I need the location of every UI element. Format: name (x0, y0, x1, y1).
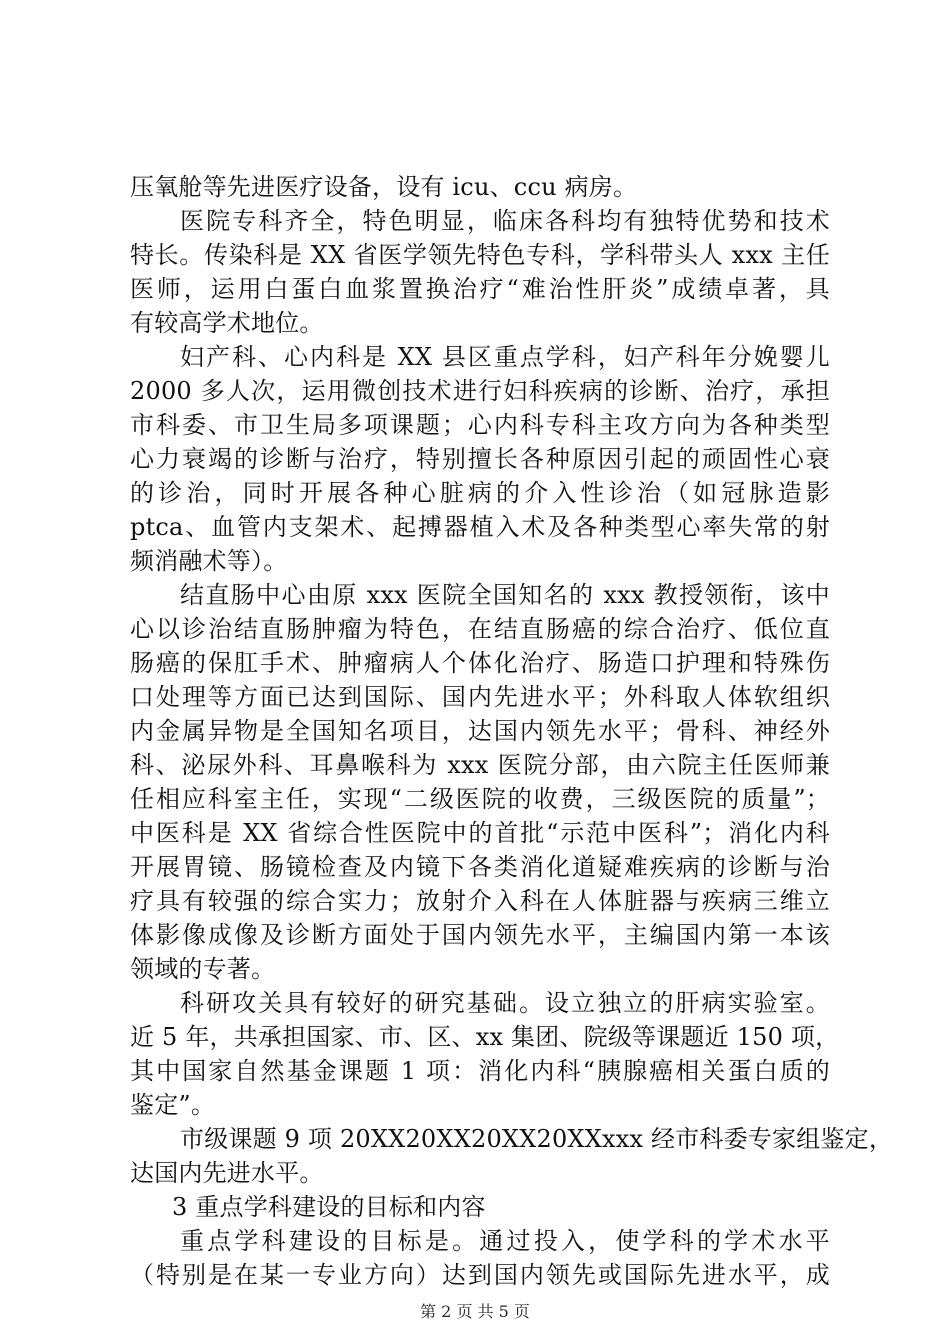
text-line: 医院专科齐全，特色明显，临床各科均有独特优势和技术 (180, 207, 830, 235)
text-line: 医师，运用白蛋白血浆置换治疗“难治性肝炎”成绩卓著，具 (130, 275, 830, 303)
text-line: 中医科是 XX 省综合性医院中的首批“示范中医科”；消化内科 (130, 819, 830, 847)
text-line: 市科委、市卫生局多项课题；心内科专科主攻方向为各种类型 (130, 411, 830, 439)
text-line: 2000 多人次，运用微创技术进行妇科疾病的诊断、治疗，承担 (130, 377, 830, 405)
text-line: 科、泌尿外科、耳鼻喉科为 xxx 医院分部，由六院主任医师兼 (130, 751, 830, 779)
text-line: 妇产科、心内科是 XX 县区重点学科，妇产科年分娩婴儿 (180, 343, 830, 371)
text-line: 体影像成像及诊断方面处于国内领先水平，主编国内第一本该 (130, 921, 830, 949)
text-line: 其中国家自然基金课题 1 项：消化内科“胰腺癌相关蛋白质的 (130, 1057, 830, 1085)
text-line: 结直肠中心由原 xxx 医院全国知名的 xxx 教授领衔，该中 (180, 581, 830, 609)
text-line: 口处理等方面已达到国际、国内先进水平；外科取人体软组织 (130, 683, 830, 711)
text-line: 达国内先进水平。 (130, 1159, 324, 1187)
text-line: 心力衰竭的诊断与治疗，特别擅长各种原因引起的顽固性心衰 (130, 445, 830, 473)
text-line: 鉴定”。 (130, 1091, 216, 1119)
text-line: 科研攻关具有较好的研究基础。设立独立的肝病实验室。 (180, 989, 830, 1017)
text-line: 压氧舱等先进医疗设备，设有 icu、ccu 病房。 (130, 173, 638, 201)
page-footer: 第 2 页 共 5 页 (420, 1302, 530, 1321)
text-line: 任相应科室主任，实现“二级医院的收费，三级医院的质量”； (130, 785, 830, 813)
text-line: 频消融术等）。 (130, 547, 288, 575)
section-heading: 3 重点学科建设的目标和内容 (172, 1193, 486, 1221)
text-line: 疗具有较强的综合实力；放射介入科在人体脏器与疾病三维立 (130, 887, 830, 915)
text-line: ptca、血管内支架术、起搏器植入术及各种类型心率失常的射 (130, 513, 830, 541)
text-line: （特别是在某一专业方向）达到国内领先或国际先进水平，成 (130, 1261, 830, 1289)
text-line: 心以诊治结直肠肿瘤为特色，在结直肠癌的综合治疗、低位直 (130, 615, 830, 643)
text-line: 有较高学术地位。 (130, 309, 324, 337)
text-line: 肠癌的保肛手术、肿瘤病人个体化治疗、肠造口护理和特殊伤 (130, 649, 830, 677)
text-line: 市级课题 9 项 20XX20XX20XX20XXxxx 经市科委专家组鉴定， (180, 1125, 894, 1153)
text-line: 开展胃镜、肠镜检查及内镜下各类消化道疑难疾病的诊断与治 (130, 853, 830, 881)
text-line: 特长。传染科是 XX 省医学领先特色专科，学科带头人 xxx 主任 (130, 241, 830, 269)
text-line: 内金属异物是全国知名项目，达国内领先水平；骨科、神经外 (130, 717, 830, 745)
text-line: 近 5 年，共承担国家、市、区、xx 集团、院级等课题近 150 项， (130, 1023, 840, 1051)
text-line: 重点学科建设的目标是。通过投入，使学科的学术水平 (180, 1227, 830, 1255)
text-line: 领域的专著。 (130, 955, 276, 983)
text-line: 的诊治，同时开展各种心脏病的介入性诊治（如冠脉造影 (130, 479, 830, 507)
